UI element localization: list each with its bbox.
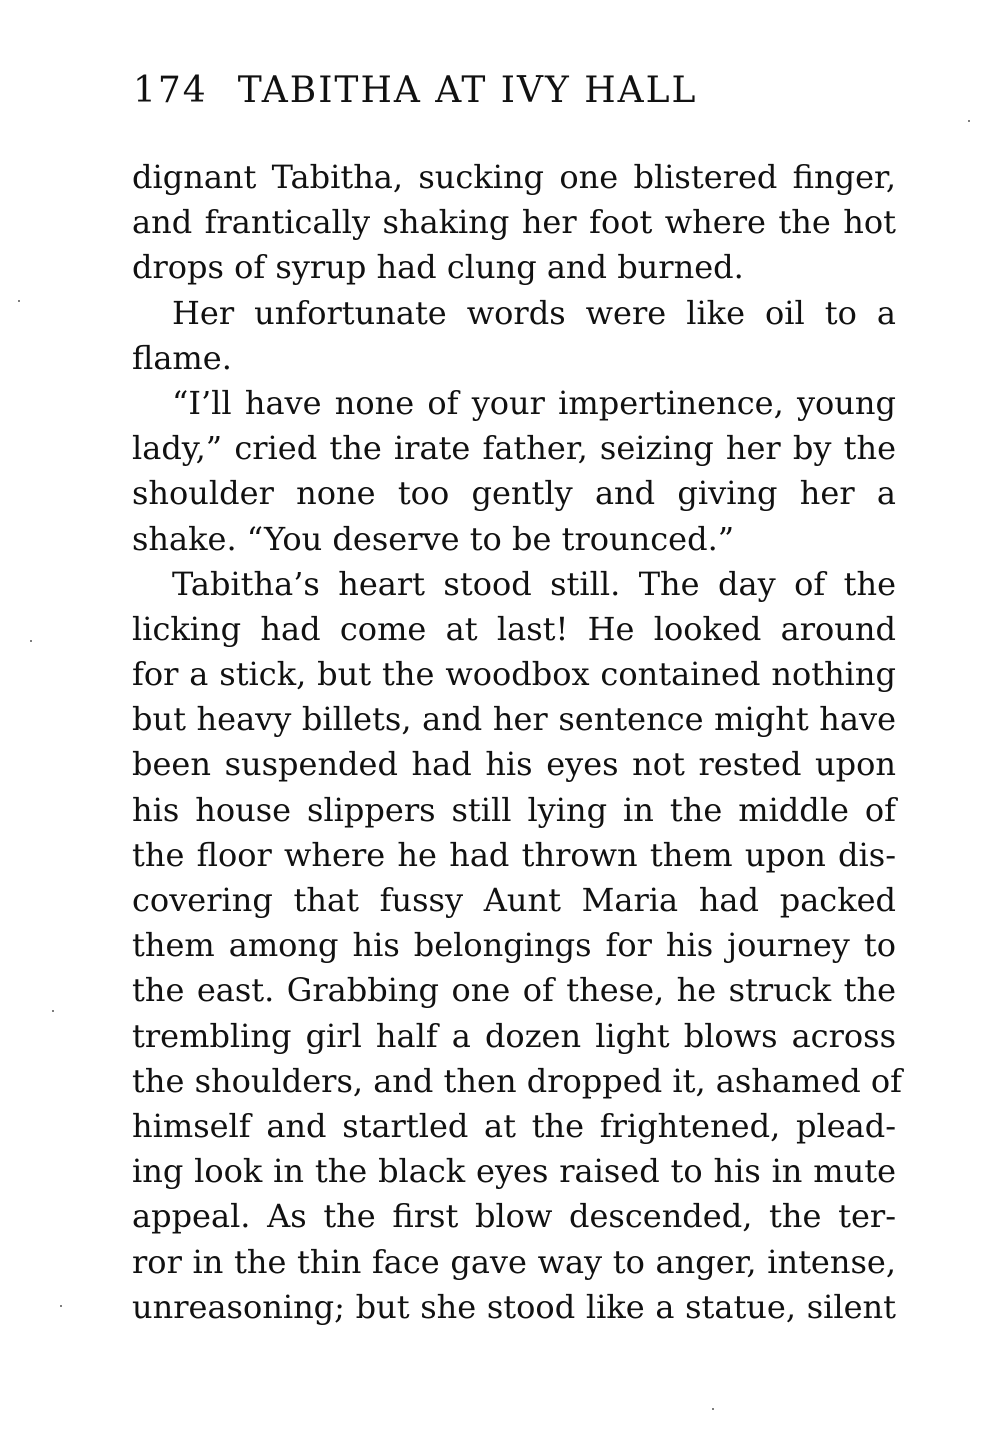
running-title: TABITHA AT IVY HALL — [237, 70, 698, 111]
text-line: the east. Grabbing one of these, he struck the — [132, 971, 896, 1010]
text-line: them among his belongings for his journey to — [132, 926, 896, 965]
text-line: for a stick, but the woodbox contained nothing — [132, 655, 896, 694]
text-line: dignant Tabitha, sucking one blistered finger, — [132, 158, 896, 196]
text-line: his house slippers still lying in the middle of — [132, 790, 896, 829]
text-line: the shoulders, and then dropped it, ashamed of — [132, 1061, 903, 1100]
text-line: shoulder none too gently and giving her a — [132, 474, 896, 513]
text-line: drops of syrup had clung and burned. — [132, 248, 744, 287]
scan-speck — [18, 300, 20, 302]
scan-speck — [52, 1010, 54, 1012]
text-line: covering that fussy Aunt Maria had packed — [132, 881, 896, 919]
text-line: licking had come at last! He looked around — [132, 609, 896, 648]
text-line: himself and startled at the frightened, plead- — [132, 1106, 896, 1145]
running-header — [133, 70, 697, 111]
text-line: ror in the thin face gave way to anger, intense, — [132, 1242, 896, 1281]
text-line: ing look in the black eyes raised to his in mute — [132, 1152, 896, 1191]
text-line: flame. — [132, 338, 232, 377]
text-line: “I’ll have none of your impertinence, young — [172, 383, 896, 422]
text-line: and frantically shaking her foot where the hot — [132, 203, 896, 242]
scan-speck — [30, 640, 32, 642]
text-line: appeal. As the first blow descended, the ter- — [132, 1197, 896, 1236]
body-text — [132, 155, 903, 1330]
text-line: Her unfortunate words were like oil to a — [172, 293, 896, 332]
text-line: unreasoning; but she stood like a statue, silent — [132, 1287, 896, 1326]
scan-speck — [968, 120, 970, 122]
page-number: 174 — [133, 70, 208, 111]
text-line: been suspended had his eyes not rested upon — [132, 745, 896, 784]
text-line: Tabitha’s heart stood still. The day of the — [172, 564, 896, 603]
scan-speck — [60, 1305, 62, 1307]
scan-speck — [712, 1408, 714, 1410]
text-line: the floor where he had thrown them upon dis- — [132, 835, 896, 874]
text-line: but heavy billets, and her sentence might have — [132, 700, 896, 739]
text-line: shake. “You deserve to be trounced.” — [132, 519, 735, 558]
text-line: trembling girl half a dozen light blows across — [132, 1016, 896, 1055]
text-line: lady,” cried the irate father, seizing her by the — [132, 429, 896, 468]
